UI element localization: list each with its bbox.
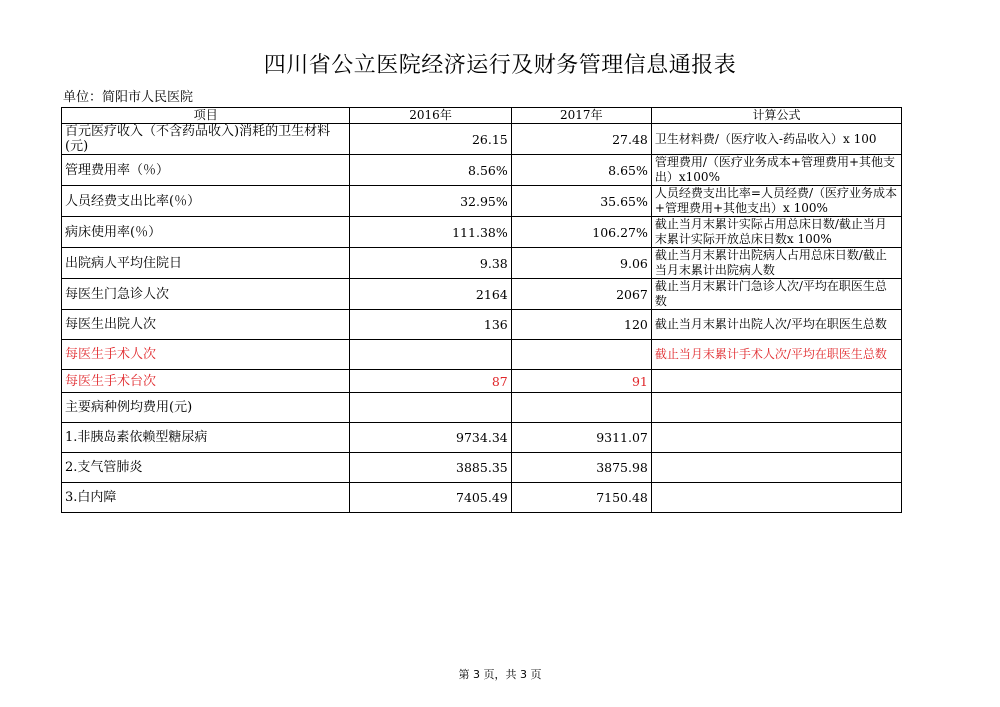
row-formula [651, 370, 901, 393]
row-item: 2.支气管肺炎 [62, 453, 350, 483]
row-2016-value: 8.56% [350, 155, 511, 186]
row-formula [651, 453, 901, 483]
row-2017-value: 8.65% [511, 155, 651, 186]
row-item: 1.非胰岛素依赖型糖尿病 [62, 423, 350, 453]
row-2017-value: 2067 [511, 279, 651, 310]
row-2017-value: 9.06 [511, 248, 651, 279]
table-row [62, 423, 902, 453]
table-row [62, 310, 902, 340]
table-row [62, 279, 902, 310]
table-row [62, 453, 902, 483]
row-formula: 截止当月末累计门急诊人次/平均在职医生总数 [651, 279, 901, 310]
row-2016-value: 111.38% [350, 217, 511, 248]
row-2017-value: 7150.48 [511, 483, 651, 513]
row-2016-value: 9.38 [350, 248, 511, 279]
table-row [62, 370, 902, 393]
row-2016-value: 9734.34 [350, 423, 511, 453]
row-2017-value: 91 [511, 370, 651, 393]
row-2016-value: 3885.35 [350, 453, 511, 483]
header-2017: 2017年 [511, 108, 651, 124]
row-2016-value [350, 393, 511, 423]
row-2017-value [511, 393, 651, 423]
row-2016-value [350, 340, 511, 370]
row-2017-value [511, 340, 651, 370]
table-row [62, 186, 902, 217]
row-2016-value: 136 [350, 310, 511, 340]
table-row [62, 483, 902, 513]
table-row [62, 340, 902, 370]
row-item: 每医生门急诊人次 [62, 279, 350, 310]
row-2016-value: 26.15 [350, 124, 511, 155]
row-item: 每医生出院人次 [62, 310, 350, 340]
row-2017-value: 35.65% [511, 186, 651, 217]
row-2016-value: 87 [350, 370, 511, 393]
row-item: 每医生手术台次 [62, 370, 350, 393]
row-formula [651, 393, 901, 423]
row-formula [651, 423, 901, 453]
row-item: 3.白内障 [62, 483, 350, 513]
row-formula [651, 483, 901, 513]
row-2017-value: 106.27% [511, 217, 651, 248]
row-2017-value: 27.48 [511, 124, 651, 155]
page-footer: 第 3 页，共 3 页 [458, 668, 542, 681]
row-item: 人员经费支出比率(％） [62, 186, 350, 217]
row-2017-value: 120 [511, 310, 651, 340]
row-formula: 截止当月末累计实际占用总床日数/截止当月末累计实际开放总床日数x 100% [651, 217, 901, 248]
header-formula: 计算公式 [651, 108, 901, 124]
row-item: 病床使用率(％） [62, 217, 350, 248]
row-item: 百元医疗收入（不含药品收入)消耗的卫生材料(元) [62, 124, 350, 155]
table-row [62, 155, 902, 186]
row-2017-value: 9311.07 [511, 423, 651, 453]
header-2016: 2016年 [350, 108, 511, 124]
row-formula: 卫生材料费/（医疗收入-药品收入）x 100 [651, 124, 901, 155]
row-item: 出院病人平均住院日 [62, 248, 350, 279]
table-header-row [62, 108, 902, 124]
report-title: 四川省公立医院经济运行及财务管理信息通报表 [263, 53, 737, 78]
table-row [62, 217, 902, 248]
header-item: 项目 [62, 108, 350, 124]
row-2016-value: 32.95% [350, 186, 511, 217]
table-row [62, 393, 902, 423]
row-formula: 截止当月末累计出院病人占用总床日数/截止当月末累计出院病人数 [651, 248, 901, 279]
row-formula: 人员经费支出比率=人员经费/（医疗业务成本+管理费用+其他支出）x 100% [651, 186, 901, 217]
row-item: 管理费用率（％） [62, 155, 350, 186]
unit-label: 单位：简阳市人民医院 [63, 90, 194, 105]
row-formula: 截止当月末累计出院人次/平均在职医生总数 [651, 310, 901, 340]
report-table [61, 107, 902, 513]
row-2016-value: 7405.49 [350, 483, 511, 513]
table-row [62, 248, 902, 279]
table-row [62, 124, 902, 155]
row-2017-value: 3875.98 [511, 453, 651, 483]
row-item: 每医生手术人次 [62, 340, 350, 370]
row-formula: 截止当月末累计手术人次/平均在职医生总数 [651, 340, 901, 370]
row-formula: 管理费用/（医疗业务成本+管理费用+其他支出）x100% [651, 155, 901, 186]
row-2016-value: 2164 [350, 279, 511, 310]
row-item: 主要病种例均费用(元) [62, 393, 350, 423]
